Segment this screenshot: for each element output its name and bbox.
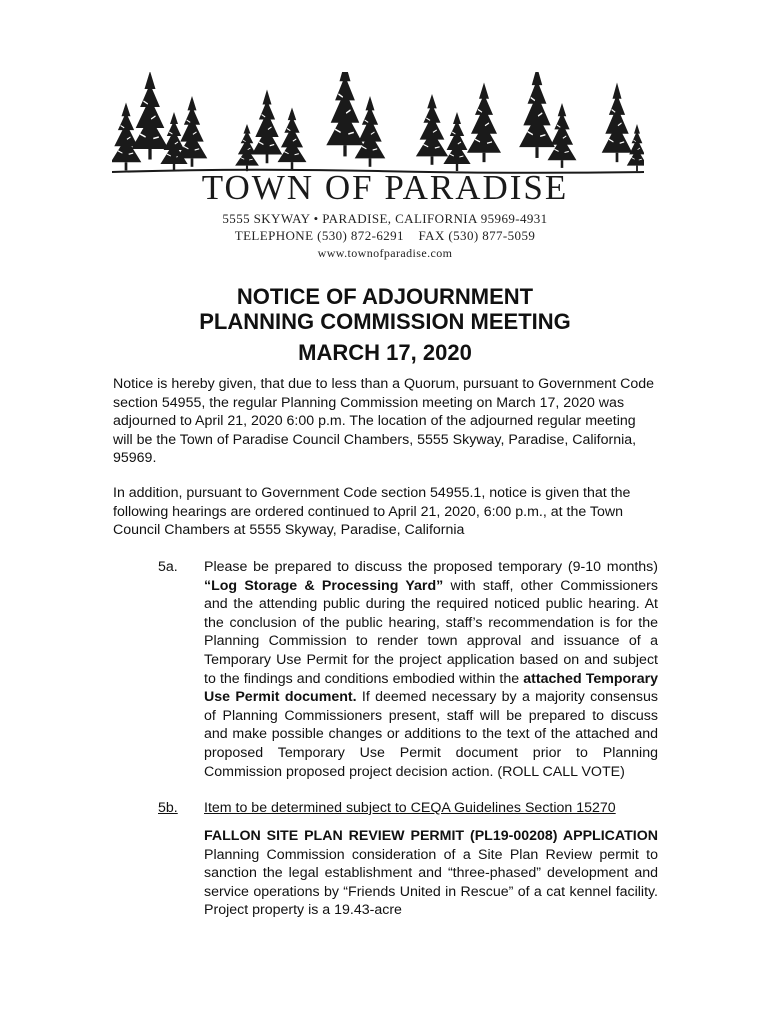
item-5b-heading: Item to be determined subject to CEQA Guidelines Section 15270 [204, 800, 616, 816]
item-5a-text-part-1: Please be prepared to discuss the proposed temporary (9-10 months) [204, 559, 658, 575]
letterhead-address: 5555 SKYWAY • PARADISE, CALIFORNIA 95969-4931 [222, 211, 548, 226]
notice-title-date: MARCH 17, 2020 [298, 340, 472, 365]
letterhead-phone-fax: TELEPHONE (530) 872-6291 FAX (530) 877-5059 [234, 228, 536, 243]
item-5a-bold-project-name: “Log Storage & Processing Yard” [204, 577, 444, 594]
notice-paragraph-1: Notice is hereby given, that due to less than a Quorum, pursuant to Government Code section 54955, the regular Planning Commission meeting on March 17, 2020 was adjourned to April 21, 2020 6:00 p.m. The location of the adjourned regular meeting will be the Town of Paradise Council Chambers, 5555 Skyway, Paradise, California, 95969. [113, 376, 655, 467]
letterhead-town-name: TOWN OF PARADISE [201, 168, 569, 207]
item-5a-text-part-2: with staff, other Commissioners and the attending public during the required noticed public hearing. At the conclusion of the public hearing, staff’s recommendation is for the Planning Commission to render town approval and issuance of a Temporary Use Permit for the project application based on and subject to the findings and conditions embodied within the [204, 577, 658, 687]
item-number-5a: 5a. [158, 559, 178, 575]
pine-trees-logo [112, 72, 644, 180]
item-5b-text [204, 827, 658, 920]
letterhead-website: www.townofparadise.com [317, 246, 453, 260]
item-5a-bold-attached-document: attached Temporary Use Permit document. [204, 670, 658, 706]
notice-paragraph-2: In addition, pursuant to Government Code section 54955.1, notice is given that the following hearings are ordered continued to April 21, 2020, 6:00 p.m., at the Town Council Chambers at 5555 Skyway, Paradise, California [113, 485, 631, 539]
notice-title-line-1: NOTICE OF ADJOURNMENT [236, 284, 534, 309]
notice-title-line-2: PLANNING COMMISSION MEETING [199, 309, 571, 334]
item-5a-text [204, 558, 658, 781]
item-5a-text-part-3: If deemed necessary by a majority consensus of Planning Commissioners present, staff will be prepared to discuss and make possible changes or additions to the text of the attached and proposed Temporary Use Permit document prior to Planning Commission proposed project decision action. (ROLL CALL VOTE) [204, 689, 658, 780]
item-5b-bold-application: FALLON SITE PLAN REVIEW PERMIT (PL19-00208) APPLICATION [204, 828, 658, 844]
item-5b-text-part-1: Planning Commission consideration of a Site Plan Review permit to sanction the legal establishment and “three-phased” development and service operations by “Friends United in Rescue” of a cat kennel facility. Project property is a 19.43-acre [204, 846, 658, 919]
item-number-5b: 5b. [158, 800, 178, 816]
